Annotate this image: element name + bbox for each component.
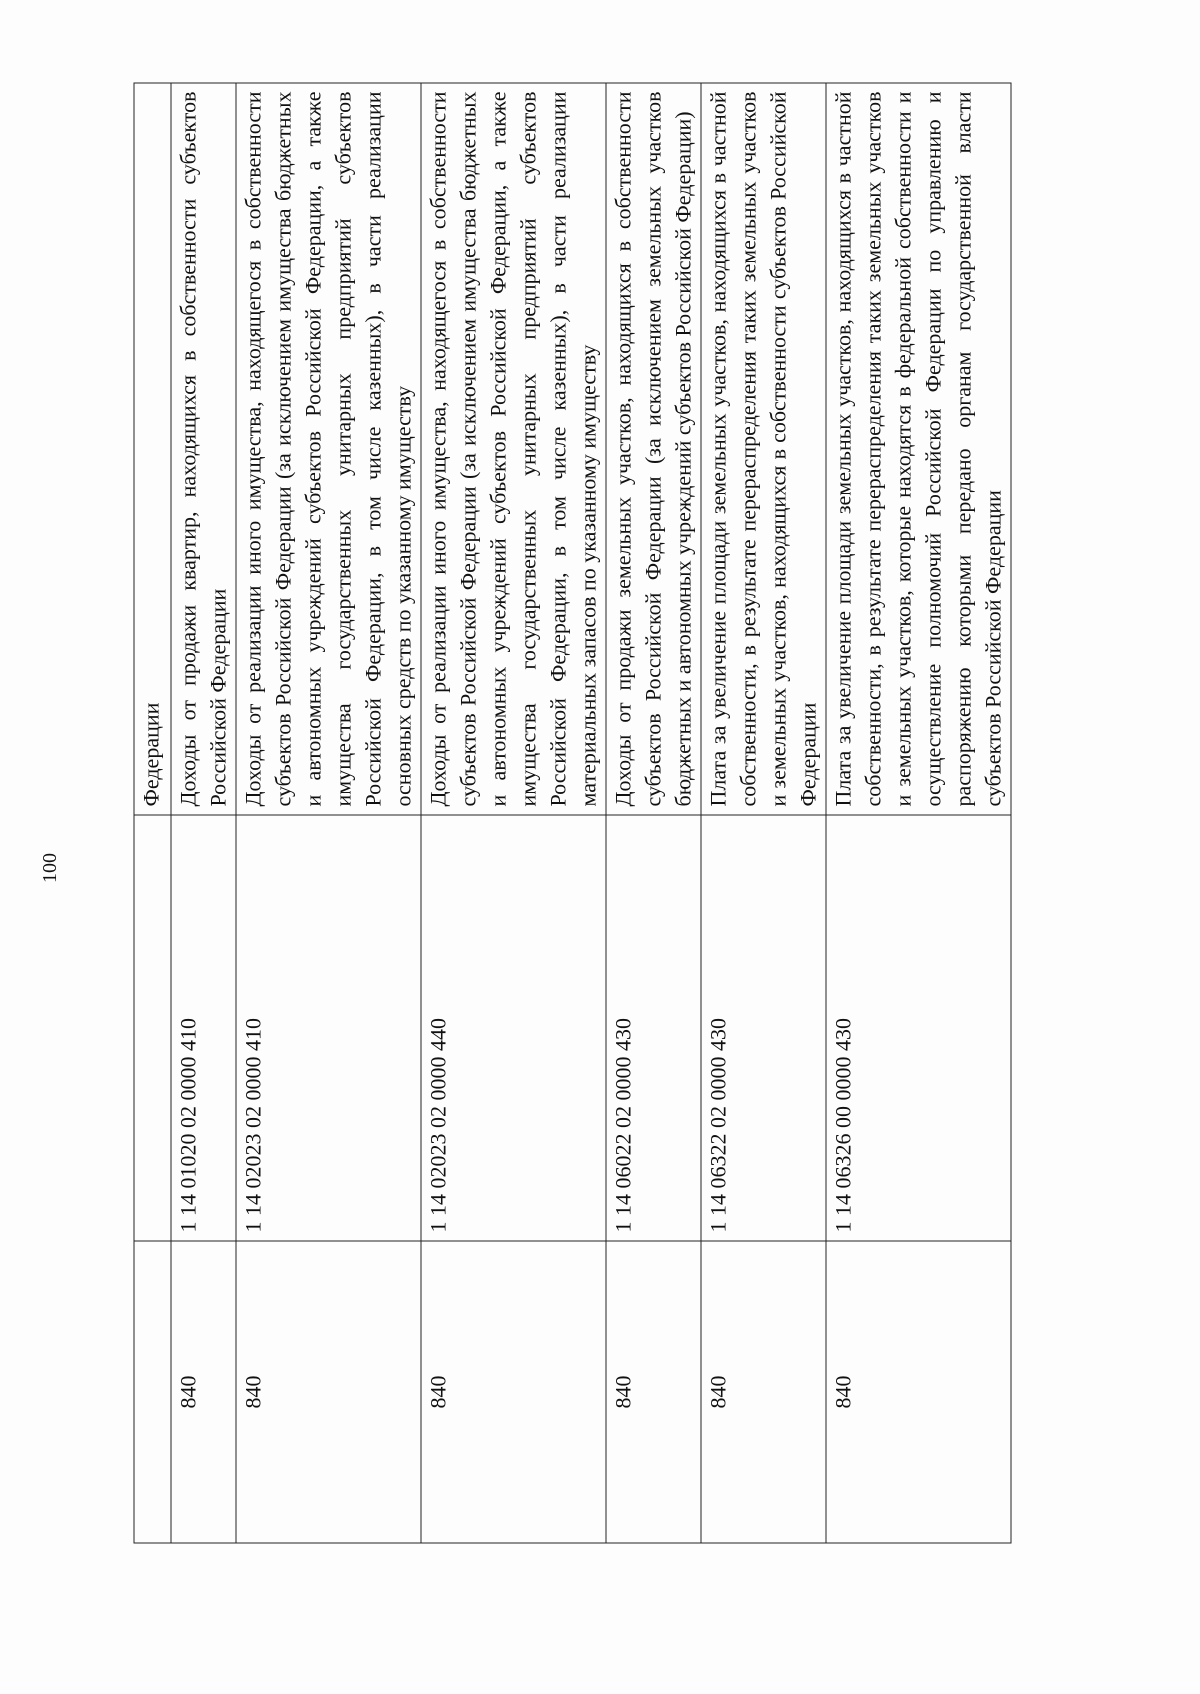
admin-code-cell: 840	[236, 1241, 421, 1543]
description-cell: Плата за увеличение площади земельных участков, находящихся в частной собственности, в результате перераспределения таких земельных участков и земельных участков, находящихся в собственности субъектов Российской Федерации	[701, 83, 826, 815]
admin-code-cell: 840	[826, 1241, 1011, 1543]
description-cell: Федерации	[134, 83, 171, 815]
rotated-table-container	[133, 91, 1053, 1543]
admin-code-cell	[134, 1241, 171, 1543]
description-cell: Доходы от реализации иного имущества, находящегося в собственности субъектов Российской Федерации (за исключением имущества бюджетных и автономных учреждений субъектов Российской Федерации, а также имущества государственных унитарных предприятий субъектов Российской Федерации, в том числе казенных), в части реализации основных средств по указанному имуществу	[236, 83, 421, 815]
table-row	[236, 83, 421, 1543]
page-number: 100	[39, 853, 61, 883]
description-cell: Доходы от продажи квартир, находящихся в собственности субъектов Российской Федерации	[171, 83, 236, 815]
admin-code-cell: 840	[606, 1241, 701, 1543]
table-row	[421, 83, 606, 1543]
budget-code-cell: 1 14 06326 00 0000 430	[826, 815, 1011, 1241]
admin-code-cell: 840	[171, 1241, 236, 1543]
table-row	[701, 83, 826, 1543]
table-row	[171, 83, 236, 1543]
budget-code-cell: 1 14 02023 02 0000 440	[421, 815, 606, 1241]
budget-code-cell: 1 14 02023 02 0000 410	[236, 815, 421, 1241]
budget-code-cell	[134, 815, 171, 1241]
table-row	[134, 83, 171, 1543]
table-row	[606, 83, 701, 1543]
description-cell: Доходы от реализации иного имущества, находящегося в собственности субъектов Российской Федерации (за исключением имущества бюджетных и автономных учреждений субъектов Российской Федерации, а также имущества государственных унитарных предприятий субъектов Российской Федерации, в том числе казенных), в части реализации материальных запасов по указанному имуществу	[421, 83, 606, 815]
budget-code-cell: 1 14 01020 02 0000 410	[171, 815, 236, 1241]
description-cell: Плата за увеличение площади земельных участков, находящихся в частной собственности, в результате перераспределения таких земельных участков и земельных участков, которые находятся в федеральной собственности и осуществление полномочий Российской Федерации по управлению и распоряжению которыми передано органам государственной власти субъектов Российской Федерации	[826, 83, 1011, 815]
table-row	[826, 83, 1011, 1543]
revenue-codes-table	[133, 82, 1011, 1543]
budget-code-cell: 1 14 06322 02 0000 430	[701, 815, 826, 1241]
budget-code-cell: 1 14 06022 02 0000 430	[606, 815, 701, 1241]
admin-code-cell: 840	[421, 1241, 606, 1543]
admin-code-cell: 840	[701, 1241, 826, 1543]
description-cell: Доходы от продажи земельных участков, находящихся в собственности субъектов Российской Федерации (за исключением земельных участков бюджетных и автономных учреждений субъектов Российской Федерации)	[606, 83, 701, 815]
